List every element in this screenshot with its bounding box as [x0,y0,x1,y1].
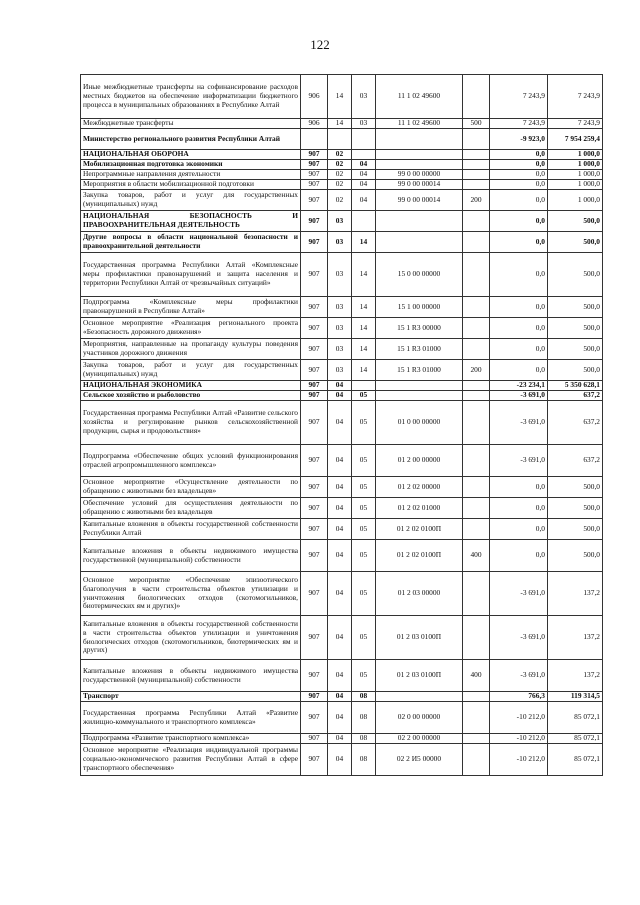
row-total-amount-cell: 85 072,1 [548,702,603,734]
row-expense-type-cell [463,297,490,318]
row-total-amount-cell: 500,0 [548,477,603,498]
row-expense-type-cell [463,391,490,401]
row-target-article-cell: 01 2 03 0100П [376,616,463,660]
row-target-article-cell: 15 1 R3 00000 [376,318,463,339]
row-subsection-cell [352,211,376,232]
table-row [81,75,603,119]
row-admin-code-cell: 907 [301,540,328,572]
row-total-amount-cell: 637,2 [548,445,603,477]
row-change-amount-cell: 0,0 [490,150,548,160]
row-expense-type-cell [463,75,490,119]
row-target-article-cell: 01 2 03 00000 [376,572,463,616]
table-row [81,519,603,540]
row-section-cell: 04 [328,744,352,776]
row-admin-code-cell: 907 [301,150,328,160]
row-section-cell: 02 [328,170,352,180]
table-row [81,232,603,253]
row-expense-type-cell [463,339,490,360]
table-row [81,540,603,572]
row-target-article-cell: 11 1 02 49600 [376,75,463,119]
row-admin-code-cell: 907 [301,734,328,744]
row-total-amount-cell: 637,2 [548,391,603,401]
row-name-cell: Закупка товаров, работ и услуг для государственных (муниципальных) нужд [81,360,301,381]
row-section-cell: 04 [328,660,352,692]
row-subsection-cell: 05 [352,572,376,616]
row-total-amount-cell: 500,0 [548,519,603,540]
row-expense-type-cell [463,211,490,232]
row-name-cell: Подпрограмма «Комплексные меры профилактики правонарушений в Республике Алтай» [81,297,301,318]
table-row [81,381,603,391]
row-section-cell: 04 [328,616,352,660]
table-row [81,445,603,477]
row-target-article-cell: 01 2 03 0100П [376,660,463,692]
row-change-amount-cell: -3 691,0 [490,401,548,445]
row-admin-code-cell: 907 [301,498,328,519]
row-total-amount-cell: 500,0 [548,253,603,297]
row-total-amount-cell: 1 000,0 [548,150,603,160]
table-row [81,660,603,692]
row-expense-type-cell [463,170,490,180]
row-target-article-cell: 15 1 00 00000 [376,297,463,318]
row-name-cell: Межбюджетные трансферты [81,119,301,129]
row-expense-type-cell: 500 [463,119,490,129]
row-name-cell: Капитальные вложения в объекты недвижимого имущества государственной (муниципальной) собственности [81,540,301,572]
row-target-article-cell: 01 2 00 00000 [376,445,463,477]
row-admin-code-cell: 907 [301,381,328,391]
row-target-article-cell: 15 1 R3 01000 [376,339,463,360]
row-expense-type-cell [463,401,490,445]
row-total-amount-cell: 1 000,0 [548,190,603,211]
row-name-cell: Капитальные вложения в объекты недвижимого имущества государственной (муниципальной) собственности [81,660,301,692]
row-name-cell: НАЦИОНАЛЬНАЯ БЕЗОПАСНОСТЬ И ПРАВООХРАНИТЕЛЬНАЯ ДЕЯТЕЛЬНОСТЬ [81,211,301,232]
table-row [81,734,603,744]
row-name-cell: Мероприятия в области мобилизационной подготовки [81,180,301,190]
row-change-amount-cell: 7 243,9 [490,119,548,129]
row-total-amount-cell: 500,0 [548,211,603,232]
row-name-cell: Обеспечение условий для осуществления деятельности по обращению с животными без владельцев [81,498,301,519]
row-admin-code-cell: 907 [301,232,328,253]
row-name-cell: Мероприятия, направленные на пропаганду культуры поведения участников дорожного движения [81,339,301,360]
table-row [81,477,603,498]
row-expense-type-cell [463,381,490,391]
row-expense-type-cell [463,232,490,253]
row-admin-code-cell: 907 [301,519,328,540]
row-target-article-cell: 99 0 00 00014 [376,180,463,190]
table-row [81,119,603,129]
row-admin-code-cell: 906 [301,75,328,119]
row-expense-type-cell: 200 [463,360,490,381]
row-admin-code-cell: 907 [301,170,328,180]
row-expense-type-cell [463,445,490,477]
table-row [81,190,603,211]
row-subsection-cell: 05 [352,477,376,498]
row-target-article-cell: 15 0 00 00000 [376,253,463,297]
table-row [81,401,603,445]
row-expense-type-cell [463,180,490,190]
row-target-article-cell: 01 0 00 00000 [376,401,463,445]
row-target-article-cell [376,391,463,401]
row-change-amount-cell: 0,0 [490,170,548,180]
row-section-cell: 03 [328,253,352,297]
row-subsection-cell [352,129,376,150]
row-subsection-cell: 08 [352,744,376,776]
row-section-cell: 04 [328,734,352,744]
row-section-cell: 02 [328,150,352,160]
row-target-article-cell: 99 0 00 00000 [376,170,463,180]
row-expense-type-cell: 400 [463,540,490,572]
row-admin-code-cell: 906 [301,119,328,129]
row-name-cell: Капитальные вложения в объекты государственной собственности в части строительства объектов утилизации и уничтожения биологических отходов (скотомогильников, биотермических ям и других) [81,616,301,660]
row-section-cell: 04 [328,401,352,445]
row-change-amount-cell: -3 691,0 [490,616,548,660]
row-total-amount-cell: 500,0 [548,318,603,339]
row-change-amount-cell: 0,0 [490,160,548,170]
row-change-amount-cell: 0,0 [490,477,548,498]
row-total-amount-cell: 500,0 [548,498,603,519]
row-expense-type-cell [463,572,490,616]
table-row [81,616,603,660]
row-section-cell: 04 [328,572,352,616]
row-name-cell: Капитальные вложения в объекты государственной собственности Республики Алтай [81,519,301,540]
row-section-cell: 02 [328,190,352,211]
row-change-amount-cell: 0,0 [490,190,548,211]
row-target-article-cell [376,381,463,391]
row-section-cell: 03 [328,297,352,318]
row-total-amount-cell: 500,0 [548,232,603,253]
row-target-article-cell [376,692,463,702]
row-target-article-cell [376,150,463,160]
table-row [81,391,603,401]
table-row [81,360,603,381]
row-subsection-cell: 05 [352,401,376,445]
row-section-cell: 03 [328,232,352,253]
row-admin-code-cell: 907 [301,190,328,211]
row-change-amount-cell: -3 691,0 [490,445,548,477]
row-section-cell: 14 [328,75,352,119]
row-admin-code-cell: 907 [301,744,328,776]
row-total-amount-cell: 500,0 [548,540,603,572]
row-section-cell: 03 [328,339,352,360]
row-target-article-cell: 02 2 00 00000 [376,734,463,744]
row-expense-type-cell [463,150,490,160]
row-name-cell: Министерство регионального развития Республики Алтай [81,129,301,150]
row-change-amount-cell: -3 691,0 [490,391,548,401]
table-row [81,339,603,360]
row-total-amount-cell: 1 000,0 [548,170,603,180]
row-name-cell: Транспорт [81,692,301,702]
row-name-cell: НАЦИОНАЛЬНАЯ ОБОРОНА [81,150,301,160]
row-subsection-cell: 03 [352,75,376,119]
row-subsection-cell: 08 [352,702,376,734]
row-name-cell: Основное мероприятие «Реализация регионального проекта «Безопасность дорожного движения» [81,318,301,339]
row-subsection-cell: 14 [352,297,376,318]
row-total-amount-cell: 500,0 [548,339,603,360]
row-target-article-cell: 15 1 R3 01000 [376,360,463,381]
row-subsection-cell [352,150,376,160]
row-section-cell: 04 [328,477,352,498]
row-expense-type-cell [463,519,490,540]
row-change-amount-cell: 0,0 [490,232,548,253]
row-total-amount-cell: 137,2 [548,616,603,660]
row-admin-code-cell: 907 [301,702,328,734]
row-total-amount-cell: 7 243,9 [548,119,603,129]
row-expense-type-cell [463,477,490,498]
row-section-cell: 14 [328,119,352,129]
row-admin-code-cell: 907 [301,692,328,702]
row-subsection-cell: 08 [352,734,376,744]
row-section-cell: 04 [328,519,352,540]
row-expense-type-cell: 200 [463,190,490,211]
row-section-cell: 04 [328,702,352,734]
row-total-amount-cell: 5 350 628,1 [548,381,603,391]
row-admin-code-cell: 907 [301,572,328,616]
row-total-amount-cell: 137,2 [548,572,603,616]
row-subsection-cell: 14 [352,253,376,297]
row-section-cell: 04 [328,498,352,519]
row-section-cell: 04 [328,381,352,391]
row-name-cell: НАЦИОНАЛЬНАЯ ЭКОНОМИКА [81,381,301,391]
row-admin-code-cell: 907 [301,160,328,170]
row-change-amount-cell: -3 691,0 [490,572,548,616]
row-expense-type-cell [463,744,490,776]
row-change-amount-cell: 0,0 [490,498,548,519]
row-expense-type-cell [463,616,490,660]
row-change-amount-cell: -10 212,0 [490,744,548,776]
row-admin-code-cell: 907 [301,477,328,498]
row-name-cell: Подпрограмма «Обеспечение общих условий функционирования отраслей агропромышленного комплекса» [81,445,301,477]
row-admin-code-cell: 907 [301,360,328,381]
row-target-article-cell: 11 1 02 49600 [376,119,463,129]
row-admin-code-cell: 907 [301,211,328,232]
row-admin-code-cell: 907 [301,401,328,445]
row-subsection-cell: 14 [352,232,376,253]
row-change-amount-cell: 0,0 [490,540,548,572]
row-admin-code-cell: 907 [301,339,328,360]
row-subsection-cell: 05 [352,391,376,401]
table-row [81,180,603,190]
row-section-cell: 03 [328,318,352,339]
row-change-amount-cell: -10 212,0 [490,702,548,734]
row-change-amount-cell: -9 923,0 [490,129,548,150]
row-expense-type-cell [463,692,490,702]
row-total-amount-cell: 7 243,9 [548,75,603,119]
row-admin-code-cell: 907 [301,253,328,297]
table-row [81,692,603,702]
table-row [81,160,603,170]
row-subsection-cell [352,381,376,391]
row-target-article-cell [376,232,463,253]
row-name-cell: Государственная программа Республики Алтай «Развитие сельского хозяйства и регулирование рынков сельскохозяйственной продукции, сырья и продовольствия» [81,401,301,445]
table-row [81,253,603,297]
row-change-amount-cell: 0,0 [490,519,548,540]
row-change-amount-cell: 0,0 [490,253,548,297]
row-section-cell: 02 [328,180,352,190]
row-expense-type-cell [463,253,490,297]
row-change-amount-cell: 0,0 [490,211,548,232]
row-change-amount-cell: -10 212,0 [490,734,548,744]
row-subsection-cell: 05 [352,445,376,477]
row-name-cell: Основное мероприятие «Реализация индивидуальной программы социально-экономического развития Республики Алтай в сфере транспортного обеспечения» [81,744,301,776]
table-row [81,702,603,734]
row-subsection-cell: 14 [352,339,376,360]
row-section-cell: 04 [328,540,352,572]
row-subsection-cell: 14 [352,318,376,339]
row-name-cell: Основное мероприятие «Осуществление деятельности по обращению с животными без владельцев» [81,477,301,498]
row-name-cell: Другие вопросы в области национальной безопасности и правоохранительной деятельности [81,232,301,253]
row-section-cell: 04 [328,692,352,702]
row-target-article-cell: 01 2 02 0100П [376,519,463,540]
row-subsection-cell: 05 [352,660,376,692]
row-total-amount-cell: 7 954 259,4 [548,129,603,150]
row-name-cell: Непрограммные направления деятельности [81,170,301,180]
row-section-cell: 04 [328,391,352,401]
row-expense-type-cell [463,129,490,150]
row-target-article-cell: 01 2 02 0100П [376,540,463,572]
row-admin-code-cell: 907 [301,391,328,401]
row-total-amount-cell: 1 000,0 [548,180,603,190]
row-target-article-cell [376,129,463,150]
budget-table [80,74,603,776]
row-total-amount-cell: 85 072,1 [548,734,603,744]
row-section-cell: 03 [328,360,352,381]
row-name-cell: Иные межбюджетные трансферты на софинансирование расходов местных бюджетов на обеспечение информатизации бюджетного процесса в муниципальных образованиях в Республике Алтай [81,75,301,119]
row-subsection-cell: 05 [352,498,376,519]
row-expense-type-cell [463,160,490,170]
row-change-amount-cell: 7 243,9 [490,75,548,119]
row-admin-code-cell [301,129,328,150]
row-name-cell: Государственная программа Республики Алтай «Комплексные меры профилактики правонарушений и защита населения и территории Республики Алтай от чрезвычайных ситуаций» [81,253,301,297]
row-total-amount-cell: 137,2 [548,660,603,692]
row-expense-type-cell [463,702,490,734]
row-change-amount-cell: 0,0 [490,318,548,339]
row-total-amount-cell: 1 000,0 [548,160,603,170]
row-subsection-cell: 03 [352,119,376,129]
table-row [81,498,603,519]
row-change-amount-cell: 0,0 [490,297,548,318]
row-admin-code-cell: 907 [301,297,328,318]
row-target-article-cell: 01 2 02 01000 [376,498,463,519]
row-total-amount-cell: 637,2 [548,401,603,445]
row-target-article-cell [376,211,463,232]
table-row [81,211,603,232]
row-total-amount-cell: 119 314,5 [548,692,603,702]
row-subsection-cell: 04 [352,180,376,190]
row-section-cell: 02 [328,160,352,170]
row-change-amount-cell: -23 234,1 [490,381,548,391]
row-subsection-cell: 05 [352,519,376,540]
page-number: 122 [310,37,330,52]
row-total-amount-cell: 500,0 [548,297,603,318]
row-section-cell [328,129,352,150]
table-row [81,170,603,180]
row-target-article-cell: 99 0 00 00014 [376,190,463,211]
row-subsection-cell: 04 [352,160,376,170]
row-name-cell: Государственная программа Республики Алтай «Развитие жилищно-коммунального и транспортного комплекса» [81,702,301,734]
row-subsection-cell: 05 [352,616,376,660]
row-subsection-cell: 05 [352,540,376,572]
row-section-cell: 04 [328,445,352,477]
table-row [81,150,603,160]
table-row [81,129,603,150]
row-name-cell: Закупка товаров, работ и услуг для государственных (муниципальных) нужд [81,190,301,211]
row-target-article-cell: 01 2 02 00000 [376,477,463,498]
row-admin-code-cell: 907 [301,616,328,660]
row-expense-type-cell [463,498,490,519]
row-name-cell: Основное мероприятие «Обеспечение эпизоотического благополучия в части строительства объектов утилизации и уничтожения биологических отходов (скотомогильников, биотермических ям и других)» [81,572,301,616]
row-admin-code-cell: 907 [301,180,328,190]
table-row [81,318,603,339]
row-subsection-cell: 14 [352,360,376,381]
row-name-cell: Подпрограмма «Развитие транспортного комплекса» [81,734,301,744]
row-subsection-cell: 08 [352,692,376,702]
row-subsection-cell: 04 [352,170,376,180]
row-change-amount-cell: 766,3 [490,692,548,702]
row-target-article-cell: 02 0 00 00000 [376,702,463,734]
row-subsection-cell: 04 [352,190,376,211]
row-change-amount-cell: 0,0 [490,360,548,381]
row-total-amount-cell: 85 072,1 [548,744,603,776]
row-target-article-cell: 02 2 И5 00000 [376,744,463,776]
table-row [81,297,603,318]
table-row [81,744,603,776]
row-expense-type-cell [463,734,490,744]
row-expense-type-cell [463,318,490,339]
row-admin-code-cell: 907 [301,445,328,477]
row-admin-code-cell: 907 [301,318,328,339]
row-change-amount-cell: -3 691,0 [490,660,548,692]
table-row [81,572,603,616]
row-expense-type-cell: 400 [463,660,490,692]
row-name-cell: Сельское хозяйство и рыболовство [81,391,301,401]
row-target-article-cell [376,160,463,170]
row-change-amount-cell: 0,0 [490,339,548,360]
row-admin-code-cell: 907 [301,660,328,692]
row-change-amount-cell: 0,0 [490,180,548,190]
row-name-cell: Мобилизационная подготовка экономики [81,160,301,170]
row-section-cell: 03 [328,211,352,232]
row-total-amount-cell: 500,0 [548,360,603,381]
